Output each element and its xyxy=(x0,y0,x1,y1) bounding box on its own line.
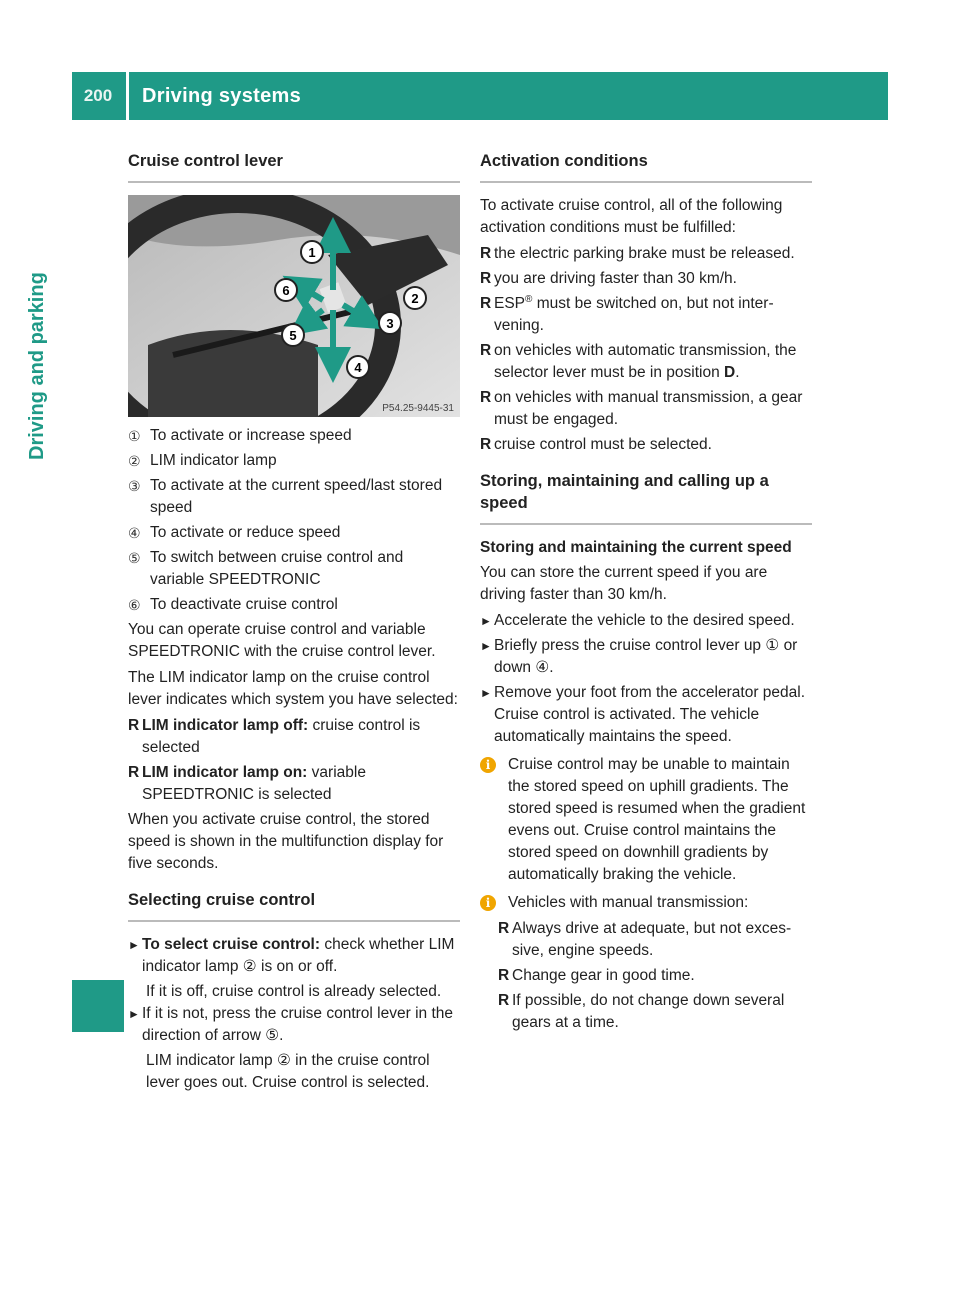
step-accelerate: ► Accelerate the vehicle to the desired speed. xyxy=(480,610,812,632)
paragraph-operate: You can operate cruise control and variable SPEEDTRONIC with the cruise control lever. xyxy=(128,621,436,660)
paragraph-store-speed: You can store the current speed if you are driving faster than 30 km/h. xyxy=(480,564,768,603)
condition-speed: R you are driving faster than 30 km/h. xyxy=(480,270,737,287)
tip-change-gear: R Change gear in good time. xyxy=(498,967,695,984)
callout-1: 1 xyxy=(308,245,316,260)
step-arrow-icon: ► xyxy=(480,614,492,628)
header-separator xyxy=(126,72,129,128)
cruise-control-lever-figure xyxy=(128,195,460,417)
section-heading-activation: Activation conditions xyxy=(480,150,812,183)
step-arrow-icon: ► xyxy=(128,1007,140,1021)
side-tab-label: Driving and parking xyxy=(26,272,48,460)
subheading-storing-current: Storing and maintaining the current speed xyxy=(480,539,792,556)
right-column xyxy=(480,150,812,1037)
side-tab-marker xyxy=(72,980,124,1032)
bullet-lim-on: R LIM indicator lamp on: variable SPEEDTRONIC is selected xyxy=(128,764,366,803)
section-heading-storing: Storing, maintaining and calling up a speed xyxy=(480,470,812,525)
step-press-up-down: ► Briefly press the cruise control lever up ① or down ④. xyxy=(480,635,812,679)
section-heading-cruise-control-lever: Cruise control lever xyxy=(128,150,460,183)
step-arrow-icon: ► xyxy=(480,686,492,700)
condition-automatic: R on vehicles with automatic transmission, the selector lever must be in position D. xyxy=(480,342,797,381)
tip-change-down: R If possible, do not change down several gears at a time. xyxy=(498,992,785,1031)
callout-5: 5 xyxy=(289,328,297,343)
info-uphill: i Cruise control may be unable to maintain the stored speed on uphill gradients. The stored speed is resumed when the gradient evens out. Cruise control maintains the stored speed on downhill gradients by automatically braking the vehicle. xyxy=(480,754,812,886)
step-press-lever: ► If it is not, press the cruise control lever in the direction of arrow ⑤. xyxy=(128,1003,460,1047)
figure-code: P54.25-9445-31 xyxy=(382,403,454,414)
page-header xyxy=(72,72,888,120)
legend-item-3: ③ To activate at the current speed/last stored speed xyxy=(128,477,443,516)
step-note: If it is off, cruise control is already selected. xyxy=(146,983,442,1000)
info-manual-transmission: i Vehicles with manual transmission: xyxy=(480,892,812,914)
page-number: 200 xyxy=(83,86,113,105)
section-heading-selecting: Selecting cruise control xyxy=(128,889,460,922)
legend-item-4: ④ To activate or reduce speed xyxy=(128,524,341,541)
paragraph-activation-intro: To activate cruise control, all of the following activation conditions must be fulfilled: xyxy=(480,197,783,236)
tip-engine-speeds: R Always drive at adequate, but not excessive, engine speeds. xyxy=(498,920,792,959)
callout-2: 2 xyxy=(411,291,419,306)
callout-6: 6 xyxy=(282,283,290,298)
left-column xyxy=(128,150,460,1094)
bullet-lim-off: R LIM indicator lamp off: cruise control is selected xyxy=(128,717,421,756)
condition-parking-brake: R the electric parking brake must be released. xyxy=(480,245,795,262)
legend-item-1: ① To activate or increase speed xyxy=(128,427,352,444)
lever-illustration xyxy=(128,195,460,417)
header-title: Driving systems xyxy=(142,85,302,107)
info-icon: i xyxy=(480,757,496,773)
step-arrow-icon: ► xyxy=(480,639,492,653)
step-select-cruise-control: ► To select cruise control: check whether LIM indicator lamp ② is on or off. xyxy=(128,934,460,978)
condition-manual: R on vehicles with manual transmission, a gear must be engaged. xyxy=(480,389,803,428)
condition-selected: R cruise control must be selected. xyxy=(480,436,712,453)
legend-item-2: ② LIM indicator lamp xyxy=(128,452,277,469)
callout-4: 4 xyxy=(354,360,362,375)
manual-tips xyxy=(480,918,812,1034)
callout-3: 3 xyxy=(386,316,394,331)
paragraph-stored-speed: When you activate cruise control, the stored speed is shown in the multifunction display for five seconds. xyxy=(128,811,444,872)
step-arrow-icon: ► xyxy=(128,938,140,952)
info-icon: i xyxy=(480,895,496,911)
paragraph-lim-lamp: The LIM indicator lamp on the cruise control lever indicates which system you have selected: xyxy=(128,669,458,708)
condition-esp: R ESP® must be switched on, but not intervening. xyxy=(480,293,774,334)
legend-item-5: ⑤ To switch between cruise control and variable SPEEDTRONIC xyxy=(128,549,404,588)
step-remove-foot: ► Remove your foot from the accelerator pedal. Cruise control is activated. The vehicle automatically maintains the speed. xyxy=(480,682,812,748)
step-result: LIM indicator lamp ② in the cruise control lever goes out. Cruise control is selected. xyxy=(146,1052,430,1091)
legend-item-6: ⑥ To deactivate cruise control xyxy=(128,596,338,613)
